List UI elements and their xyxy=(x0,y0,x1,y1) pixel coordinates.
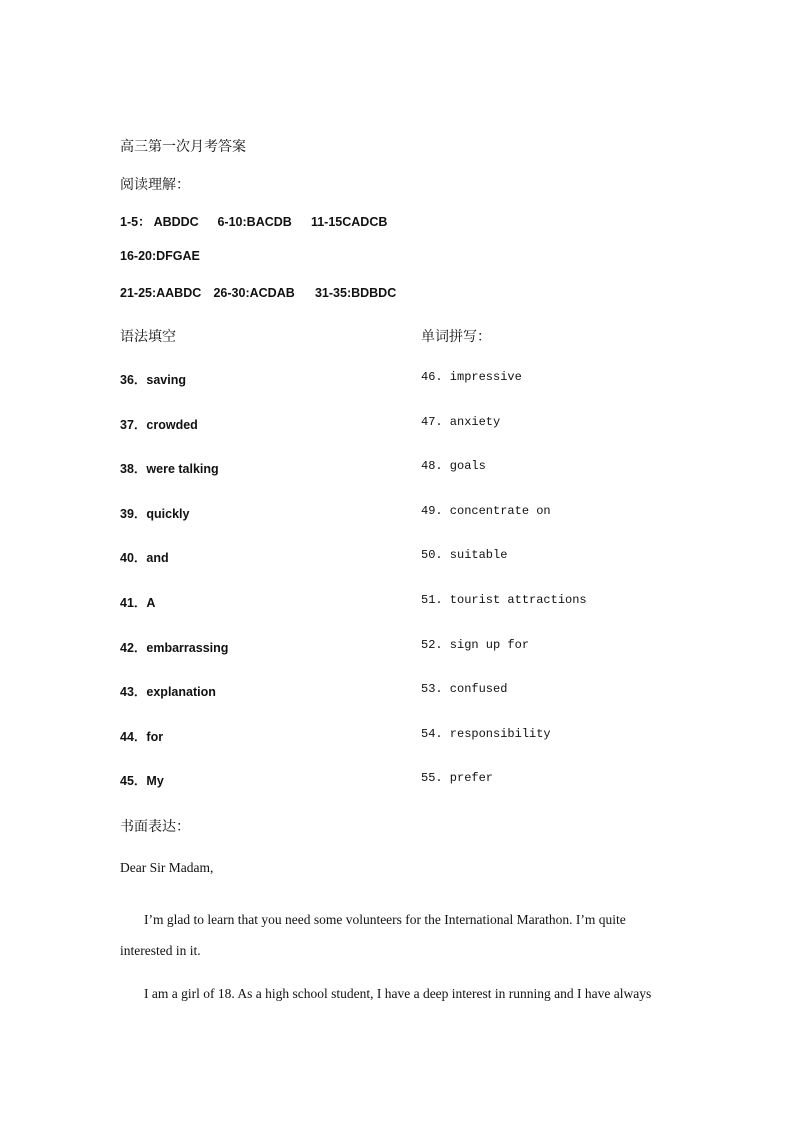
spelling-answer: 52. sign up for xyxy=(421,637,530,652)
spelling-answer: 48. goals xyxy=(421,459,486,474)
spelling-answer: 53. confused xyxy=(421,682,508,697)
reading-answers-row-3 xyxy=(120,286,396,300)
page-title: 高三第一次月考答案 xyxy=(120,138,246,154)
grammar-answer: 36．saving xyxy=(120,373,187,387)
reading-answer-group: 11-15CADCB xyxy=(310,215,388,229)
grammar-answer: 38．were talking xyxy=(120,462,219,477)
grammar-answer: 43．explanation xyxy=(120,685,216,700)
grammar-answer: 41．A xyxy=(120,595,156,610)
spelling-answer: 49. concentrate on xyxy=(421,503,551,518)
grammar-answers-list xyxy=(120,370,228,816)
spelling-answer: 47. anxiety xyxy=(421,414,501,429)
spelling-answer: 51. tourist attractions xyxy=(421,592,587,607)
spelling-answer: 54. responsibility xyxy=(421,726,551,741)
grammar-answer: 44．for xyxy=(120,729,164,744)
reading-answer-group: 1-5： ABDDC xyxy=(120,215,199,229)
grammar-answer: 42．embarrassing xyxy=(120,640,229,655)
spelling-heading: 单词拼写： xyxy=(421,328,491,344)
letter-salutation: Dear Sir Madam, xyxy=(120,860,214,875)
reading-answer-group: 26-30:ACDAB xyxy=(213,286,295,300)
grammar-heading: 语法填空 xyxy=(120,328,176,344)
grammar-answer: 39．quickly xyxy=(120,506,190,521)
reading-answer-group: 31-35:BDBDC xyxy=(314,286,397,300)
letter-paragraph: I am a girl of 18. As a high school student, I have a deep interest in running and I have always xyxy=(144,986,652,1001)
sample-letter xyxy=(120,860,672,1021)
letter-paragraph: I’m glad to learn that you need some volunteers for the International Marathon. I’m quite interested in it. xyxy=(120,912,626,958)
reading-answer-group: 16-20:DFGAE xyxy=(120,249,200,263)
grammar-answer: 37．crowded xyxy=(120,417,198,432)
reading-answer-group: 21-25:AABDC xyxy=(120,286,202,300)
reading-answers-row-1 xyxy=(120,212,387,230)
reading-answers-row-2 xyxy=(120,249,200,263)
reading-answer-group: 6-10:BACDB xyxy=(217,215,292,229)
grammar-answer: 40．and xyxy=(120,551,169,566)
grammar-answer: 45．My xyxy=(120,774,164,789)
spelling-answers-list xyxy=(421,370,587,816)
spelling-answer: 50. suitable xyxy=(421,548,508,563)
spelling-answer: 55. prefer xyxy=(421,771,494,786)
reading-heading: 阅读理解： xyxy=(120,176,190,192)
writing-heading: 书面表达： xyxy=(120,818,190,834)
spelling-answer: 46. impressive xyxy=(421,370,522,384)
